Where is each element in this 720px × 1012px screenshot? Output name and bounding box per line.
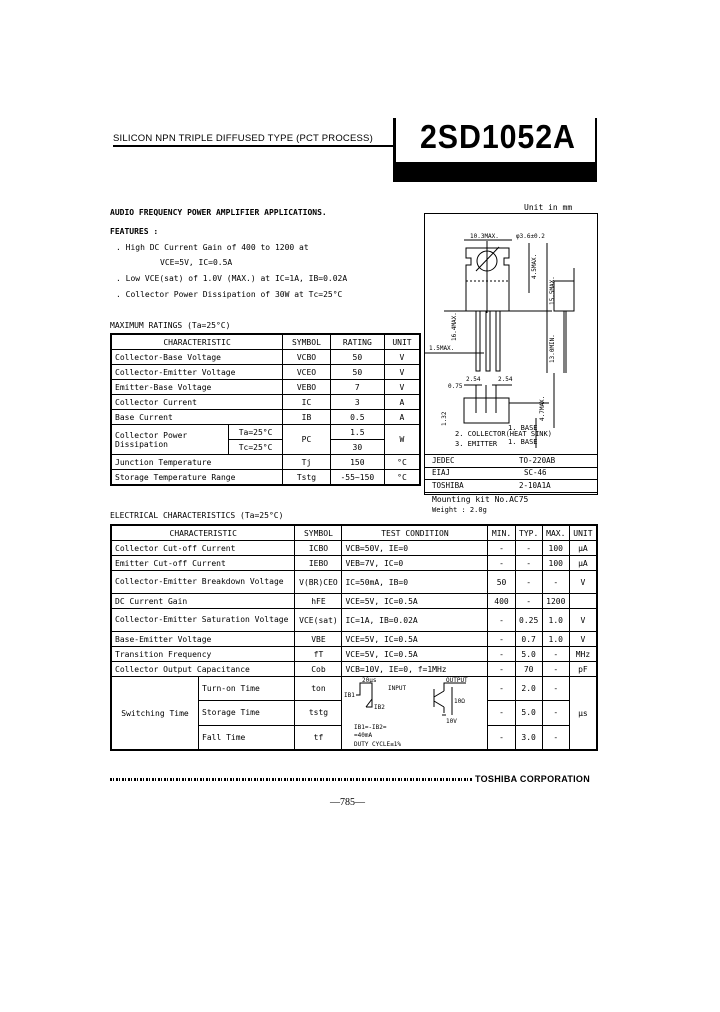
table-row xyxy=(111,594,597,609)
symbol-cell: VCE(sat) xyxy=(295,609,342,632)
mounting-kit: Mounting kit No.AC75 xyxy=(432,495,529,504)
table-row xyxy=(111,365,420,380)
unit-cell: V xyxy=(569,609,597,632)
pin-label: 1. BASE xyxy=(508,438,538,446)
condition-cell: VCE=5V, IC=0.5A xyxy=(342,594,488,609)
typ-cell: 2.0 xyxy=(515,677,542,701)
min-cell: - xyxy=(488,725,515,750)
column-header: RATING xyxy=(330,334,384,350)
min-cell: - xyxy=(488,556,515,571)
characteristic-cell: Collector-Emitter Voltage xyxy=(111,365,283,380)
feature-item: VCE=5V, IC=0.5A xyxy=(160,258,233,267)
symbol-cell: VEBO xyxy=(283,380,331,395)
rating-cell: 50 xyxy=(330,350,384,365)
table-row xyxy=(111,647,597,662)
column-header: CHARACTERISTIC xyxy=(111,525,295,541)
feature-item: . Low VCE(sat) of 1.0V (MAX.) at IC=1A, IB=0.02A xyxy=(116,274,348,283)
circuit-note: =40mA xyxy=(354,732,373,739)
column-header: SYMBOL xyxy=(283,334,331,350)
table-row xyxy=(111,410,420,425)
column-header: TEST CONDITION xyxy=(342,525,488,541)
max-cell: - xyxy=(542,571,569,594)
subtitle-underline xyxy=(113,145,393,147)
rating-cell: 50 xyxy=(330,365,384,380)
table-row xyxy=(111,556,597,571)
circuit-ib1-label: IB1 xyxy=(344,692,356,699)
typ-cell: 5.0 xyxy=(515,701,542,725)
unit-label: Unit in mm xyxy=(524,203,573,212)
typ-cell: - xyxy=(515,571,542,594)
dim-label: 4.7MAX. xyxy=(539,395,546,421)
characteristic-cell: Junction Temperature xyxy=(111,455,283,470)
standard-org: JEDEC xyxy=(432,456,455,465)
characteristic-cell: Storage Time xyxy=(199,701,295,725)
symbol-cell: tf xyxy=(295,725,342,750)
characteristic-cell: Base Current xyxy=(111,410,283,425)
characteristic-cell: Collector Output Capacitance xyxy=(111,662,295,677)
column-header: MAX. xyxy=(542,525,569,541)
characteristic-cell: Collector Current xyxy=(111,395,283,410)
max-cell: 1.0 xyxy=(542,609,569,632)
symbol-cell: Tstg xyxy=(283,470,331,486)
symbol-cell: Cob xyxy=(295,662,342,677)
table-row xyxy=(111,677,597,701)
condition-cell: VCB=10V, IE=0, f=1MHz xyxy=(342,662,488,677)
column-header: SYMBOL xyxy=(295,525,342,541)
pin-label: 2. COLLECTOR(HEAT SINK) xyxy=(455,430,552,438)
table-row xyxy=(111,541,597,556)
dim-label: 16.4MAX. xyxy=(451,312,458,341)
table-row xyxy=(111,632,597,647)
part-number: 2SD1052A xyxy=(420,118,576,155)
unit-cell: pF xyxy=(569,662,597,677)
symbol-cell: PC xyxy=(283,425,331,455)
unit-cell: μA xyxy=(569,541,597,556)
dim-label: 1.32 xyxy=(441,411,448,426)
unit-cell: A xyxy=(384,395,420,410)
dim-label: φ3.6±0.2 xyxy=(516,233,545,240)
typ-cell: 0.25 xyxy=(515,609,542,632)
max-cell: 100 xyxy=(542,541,569,556)
circuit-vcc-label: 10V xyxy=(446,718,458,725)
unit-cell: A xyxy=(384,410,420,425)
characteristic-cell: Collector-Emitter Breakdown Voltage xyxy=(111,571,295,594)
typ-cell: - xyxy=(515,556,542,571)
unit-cell: V xyxy=(384,380,420,395)
characteristic-cell: Collector-Base Voltage xyxy=(111,350,283,365)
min-cell: - xyxy=(488,662,515,677)
symbol-cell: hFE xyxy=(295,594,342,609)
dim-label: 2.54 xyxy=(466,376,481,383)
switching-time-label: Switching Time xyxy=(111,677,199,751)
table-row xyxy=(111,662,597,677)
unit-cell: W xyxy=(384,425,420,455)
unit-cell: V xyxy=(384,350,420,365)
application-title: AUDIO FREQUENCY POWER AMPLIFIER APPLICATIONS. xyxy=(110,208,327,217)
footer-rule xyxy=(110,778,472,781)
min-cell: - xyxy=(488,609,515,632)
pin-label: 3. EMITTER xyxy=(455,440,498,448)
unit-cell: °C xyxy=(384,470,420,486)
column-header: UNIT xyxy=(569,525,597,541)
min-cell: 400 xyxy=(488,594,515,609)
dim-label: 2.54 xyxy=(498,376,513,383)
rating-cell: 3 xyxy=(330,395,384,410)
max-cell: 1.0 xyxy=(542,632,569,647)
dim-label: 15.5MAX. xyxy=(549,276,556,305)
characteristic-cell: Base-Emitter Voltage xyxy=(111,632,295,647)
symbol-cell: fT xyxy=(295,647,342,662)
table-row xyxy=(111,350,420,365)
condition-cell: VCE=5V, IC=0.5A xyxy=(342,632,488,647)
feature-item: . Collector Power Dissipation of 30W at Tc=25°C xyxy=(116,290,343,299)
max-cell: 100 xyxy=(542,556,569,571)
unit-cell: μs xyxy=(569,677,597,751)
characteristic-cell: Storage Temperature Range xyxy=(111,470,283,486)
characteristic-cell: Collector-Emitter Saturation Voltage xyxy=(111,609,295,632)
header-black-band xyxy=(393,162,597,182)
characteristic-cell: Fall Time xyxy=(199,725,295,750)
standard-value: TO-220AB xyxy=(519,456,556,465)
table-row xyxy=(111,571,597,594)
rating-cell: 150 xyxy=(330,455,384,470)
typ-cell: - xyxy=(515,541,542,556)
unit-cell: μA xyxy=(569,556,597,571)
max-cell: - xyxy=(542,677,569,701)
circuit-duty-label: DUTY CYCLE≤1% xyxy=(354,741,402,748)
typ-cell: 3.0 xyxy=(515,725,542,750)
min-cell: - xyxy=(488,632,515,647)
min-cell: 50 xyxy=(488,571,515,594)
table-row xyxy=(111,395,420,410)
unit-cell: °C xyxy=(384,455,420,470)
max-cell: - xyxy=(542,725,569,750)
symbol-cell: V(BR)CEO xyxy=(295,571,342,594)
symbol-cell: ton xyxy=(295,677,342,701)
unit-cell: V xyxy=(384,365,420,380)
feature-item: . High DC Current Gain of 400 to 1200 at xyxy=(116,243,309,252)
characteristic-cell: Emitter Cut-off Current xyxy=(111,556,295,571)
switching-test-circuit xyxy=(342,677,488,751)
condition-cell: VEB=7V, IC=0 xyxy=(342,556,488,571)
standard-org: EIAJ xyxy=(432,468,451,477)
column-header: MIN. xyxy=(488,525,515,541)
pin-label: 1. BASE xyxy=(508,424,538,432)
condition-cell: VCE=5V, IC=0.5A xyxy=(342,647,488,662)
table-header-row xyxy=(111,525,597,541)
unit-cell: MHz xyxy=(569,647,597,662)
min-cell: - xyxy=(488,677,515,701)
min-cell: - xyxy=(488,701,515,725)
standard-value: 2-10A1A xyxy=(519,481,551,490)
symbol-cell: tstg xyxy=(295,701,342,725)
circuit-load-label: 10Ω xyxy=(454,698,466,705)
device-subtitle: SILICON NPN TRIPLE DIFFUSED TYPE (PCT PROCESS) xyxy=(113,133,373,144)
standard-row xyxy=(424,467,598,480)
characteristic-cell: Collector Power Dissipation xyxy=(111,425,229,455)
column-header: CHARACTERISTIC xyxy=(111,334,283,350)
company-name: TOSHIBA CORPORATION xyxy=(475,774,591,784)
rating-cell: 30 xyxy=(330,440,384,455)
symbol-cell: VCEO xyxy=(283,365,331,380)
symbol-cell: IEBO xyxy=(295,556,342,571)
rating-cell: -55~150 xyxy=(330,470,384,486)
unit-cell: V xyxy=(569,571,597,594)
circuit-output-label: OUTPUT xyxy=(446,677,469,684)
table-row xyxy=(111,425,420,440)
min-cell: - xyxy=(488,647,515,662)
typ-cell: 70 xyxy=(515,662,542,677)
features-heading: FEATURES : xyxy=(110,227,159,236)
rating-cell: 0.5 xyxy=(330,410,384,425)
package-outline-drawing xyxy=(424,213,596,453)
typ-cell: 0.7 xyxy=(515,632,542,647)
max-cell: - xyxy=(542,647,569,662)
symbol-cell: VBE xyxy=(295,632,342,647)
weight: Weight : 2.0g xyxy=(432,506,487,514)
max-cell: 1200 xyxy=(542,594,569,609)
symbol-cell: ICBO xyxy=(295,541,342,556)
symbol-cell: Tj xyxy=(283,455,331,470)
standard-row xyxy=(424,454,598,468)
characteristic-cell: Emitter-Base Voltage xyxy=(111,380,283,395)
test-circuit-diagram xyxy=(342,677,487,749)
dim-label: 1.5MAX. xyxy=(429,345,455,352)
condition-cell: Ta=25°C xyxy=(229,425,283,440)
standard-org: TOSHIBA xyxy=(432,481,464,490)
electrical-characteristics-table xyxy=(110,524,598,751)
rating-cell: 1.5 xyxy=(330,425,384,440)
typ-cell: 5.0 xyxy=(515,647,542,662)
standard-row xyxy=(424,480,598,493)
table-row xyxy=(111,470,420,486)
maximum-ratings-heading: MAXIMUM RATINGS (Ta=25°C) xyxy=(110,321,231,330)
characteristic-cell: Transition Frequency xyxy=(111,647,295,662)
table-row xyxy=(111,609,597,632)
condition-cell: Tc=25°C xyxy=(229,440,283,455)
table-header-row xyxy=(111,334,420,350)
characteristic-cell: Collector Cut-off Current xyxy=(111,541,295,556)
rating-cell: 7 xyxy=(330,380,384,395)
standard-value: SC-46 xyxy=(524,468,547,477)
symbol-cell: IB xyxy=(283,410,331,425)
condition-cell: IC=1A, IB=0.02A xyxy=(342,609,488,632)
unit-cell: V xyxy=(569,632,597,647)
characteristic-cell: Turn-on Time xyxy=(199,677,295,701)
page-number: —785— xyxy=(330,797,365,808)
characteristic-cell: DC Current Gain xyxy=(111,594,295,609)
unit-cell xyxy=(569,594,597,609)
min-cell: - xyxy=(488,541,515,556)
dim-label: 4.5MAX. xyxy=(531,253,538,279)
table-row xyxy=(111,380,420,395)
typ-cell: - xyxy=(515,594,542,609)
circuit-ib2-label: IB2 xyxy=(374,704,386,711)
maximum-ratings-table xyxy=(110,333,421,486)
circuit-pulse-label: 20μs xyxy=(362,677,377,684)
column-header: UNIT xyxy=(384,334,420,350)
condition-cell: VCB=50V, IE=0 xyxy=(342,541,488,556)
dim-label: 0.75 xyxy=(448,383,463,390)
symbol-cell: IC xyxy=(283,395,331,410)
circuit-note: IB1=-IB2= xyxy=(354,724,387,731)
max-cell: - xyxy=(542,701,569,725)
condition-cell: IC=50mA, IB=0 xyxy=(342,571,488,594)
max-cell: - xyxy=(542,662,569,677)
electrical-characteristics-heading: ELECTRICAL CHARACTERISTICS (Ta=25°C) xyxy=(110,511,284,520)
table-row xyxy=(111,455,420,470)
symbol-cell: VCBO xyxy=(283,350,331,365)
dim-label: 10.3MAX. xyxy=(470,233,499,240)
column-header: TYP. xyxy=(515,525,542,541)
dim-label: 13.0MIN. xyxy=(549,334,556,363)
circuit-input-label: INPUT xyxy=(388,685,407,692)
